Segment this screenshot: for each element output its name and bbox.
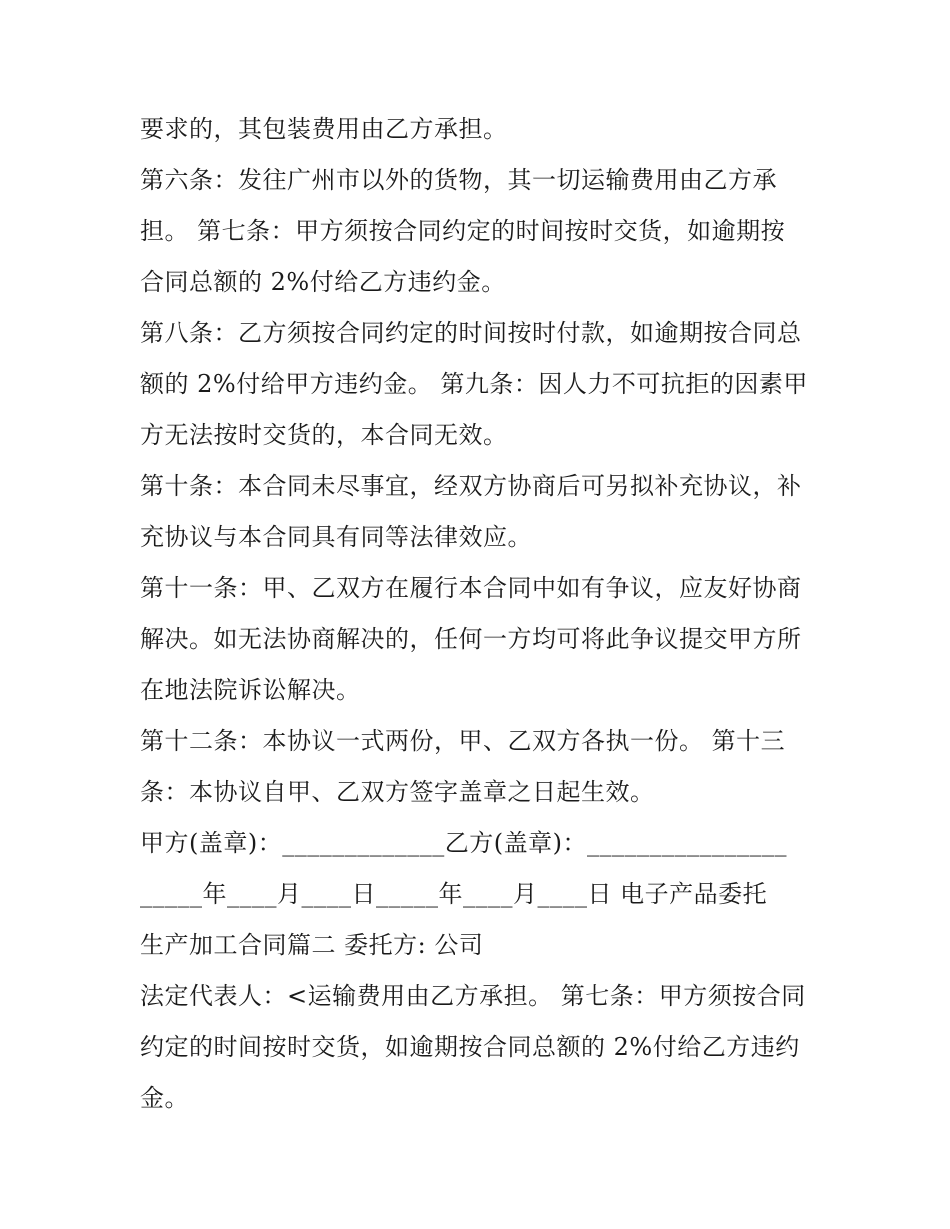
text-line: 金。	[140, 1084, 189, 1112]
text-line: 第十条：本合同未尽事宜，经双方协商后可另拟补充协议，补	[140, 472, 802, 500]
text-line: 担。 第七条：甲方须按合同约定的时间按时交货，如逾期按	[140, 217, 786, 245]
text-line: 额的 2%付给甲方违约金。 第九条：因人力不可抗拒的因素甲	[140, 370, 808, 398]
text-line: 要求的，其包装费用由乙方承担。	[140, 115, 508, 143]
text-line: 合同总额的 2%付给乙方违约金。	[140, 268, 506, 296]
text-line: 第六条：发往广州市以外的货物，其一切运输费用由乙方承	[140, 166, 777, 194]
text-line: 法定代表人：<运输费用由乙方承担。 第七条：甲方须按合同	[140, 982, 806, 1010]
text-line: 第十二条：本协议一式两份，甲、乙双方各执一份。 第十三	[140, 727, 786, 755]
text-line: 生产加工合同篇二 委托方: 公司	[140, 931, 484, 959]
document-page	[140, 104, 830, 1124]
text-line: 解决。如无法协商解决的，任何一方均可将此争议提交甲方所	[140, 625, 802, 653]
text-line: 第十一条：甲、乙双方在履行本合同中如有争议，应友好协商	[140, 574, 802, 602]
text-line: 在地法院诉讼解决。	[140, 676, 361, 704]
date-line: _____年____月____日_____年____月____日 电子产品委托	[140, 880, 768, 908]
text-line: 方无法按时交货的，本合同无效。	[140, 421, 508, 449]
text-line: 约定的时间按时交货，如逾期按合同总额的 2%付给乙方违约	[140, 1033, 800, 1061]
text-line: 第八条：乙方须按合同约定的时间按时付款，如逾期按合同总	[140, 319, 802, 347]
text-line: 条：本协议自甲、乙双方签字盖章之日起生效。	[140, 778, 655, 806]
text-line: 充协议与本合同具有同等法律效应。	[140, 523, 532, 551]
signature-line: 甲方(盖章)：_____________乙方(盖章)：________________	[140, 829, 787, 857]
